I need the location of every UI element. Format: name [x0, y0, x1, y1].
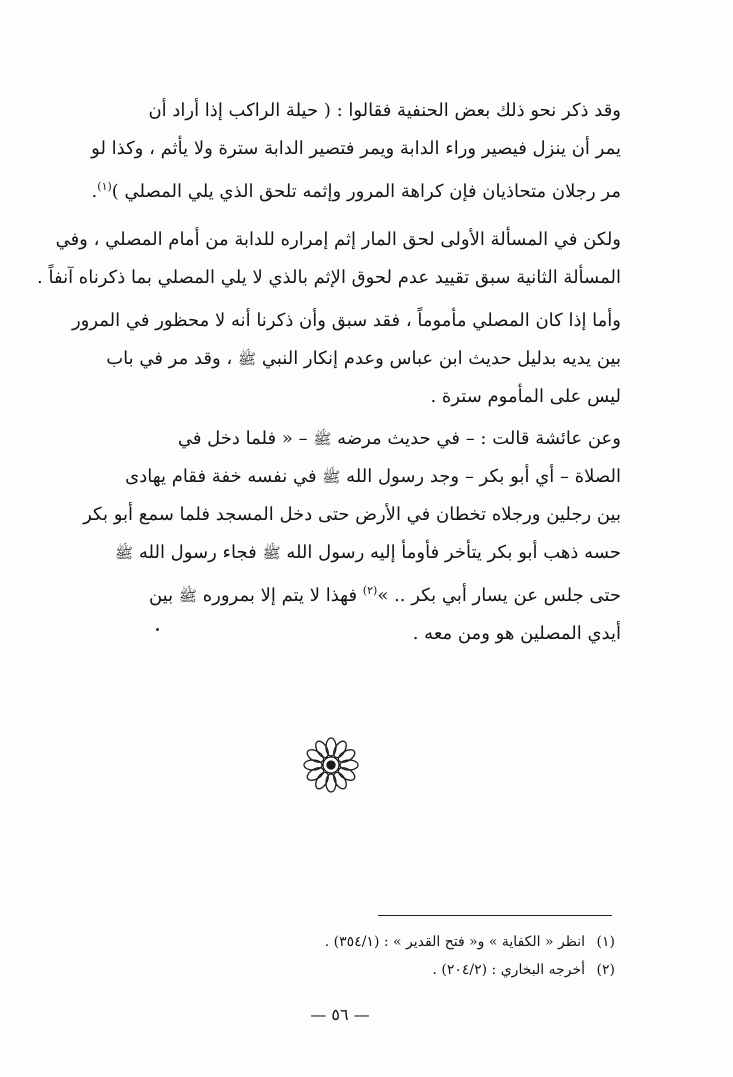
text-segment: – « فلما دخل في: [177, 428, 308, 449]
footnote-number: (٢): [596, 962, 615, 978]
text-segment: بين يديه بدليل حديث ابن عباس وعدم إنكار النبي: [261, 348, 621, 369]
text-line: [111, 420, 621, 458]
text-segment: حسه ذهب أبو بكر يتأخر فأومأ إليه رسول الله: [286, 542, 621, 563]
paragraph-mamum: [71, 302, 621, 416]
paragraph-hanafi-ruling: [91, 92, 621, 211]
salawat-glyph: ﷺ: [262, 544, 281, 562]
text-segment: فجاء رسول الله: [138, 542, 257, 563]
text-segment: مر رجلان متحاذيان فإن كراهة المرور وإثمه تلحق الذي يلي المصلي ): [111, 181, 621, 202]
text-segment: ، وقد مر في باب: [106, 348, 233, 369]
text-line: وأما إذا كان المصلي مأموماً ، فقد سبق وأن ذكرنا أنه لا محظور في المرور: [71, 310, 621, 331]
text-line: [111, 458, 621, 496]
paragraph-first-issue: [37, 221, 621, 297]
footnote-ref-1[interactable]: (١): [97, 180, 112, 193]
salawat-glyph: ﷺ: [322, 468, 341, 486]
text-segment: حتى جلس عن يسار أبي بكر .. »: [377, 585, 621, 606]
footnote-number: (١): [596, 934, 615, 950]
text-segment: وعن عائشة قالت : – في حديث مرضه: [337, 428, 621, 449]
footnote-ref-2[interactable]: (٢): [362, 584, 378, 597]
footnote-divider: [378, 915, 612, 916]
text-line: أيدي المصلين هو ومن معه .: [412, 623, 621, 644]
footnotes: [175, 928, 615, 984]
text-segment: .: [91, 181, 98, 202]
footnote-text: انظر « الكفاية » و« فتح القدير » : (٣٥٤/١) .: [324, 934, 585, 950]
flower-ornament-icon: [302, 736, 360, 794]
salawat-glyph: ﷺ: [114, 544, 134, 562]
text-line: المسألة الثانية سبق تقييد عدم لحوق الإثم بالذي لا يلي المصلي بما ذكرناه آنفاً .: [37, 267, 621, 288]
paragraph-aisha-hadith: [83, 420, 621, 653]
footnote-1: [175, 928, 615, 956]
salawat-glyph: ﷺ: [178, 587, 197, 605]
ink-speck: [156, 628, 159, 631]
text-segment: الصلاة – أي أبو بكر – وجد رسول الله: [346, 466, 621, 487]
salawat-glyph: ﷺ: [237, 350, 257, 368]
footnote-2: [175, 956, 615, 984]
text-line: وقد ذكر نحو ذلك بعض الحنفية فقالوا : ( حيلة الراكب إذا أراد أن: [148, 100, 621, 121]
text-line: [91, 168, 621, 211]
text-segment: في نفسه خفة فقام يهادى: [125, 466, 317, 487]
text-line: ليس على المأموم سترة .: [430, 386, 621, 407]
text-segment: بين: [148, 585, 174, 606]
text-line: بين رجلين ورجلاه تخطان في الأرض حتى دخل المسجد فلما سمع أبو بكر: [83, 504, 621, 525]
text-line: يمر أن ينزل فيصير وراء الدابة ويمر فتصير الدابة سترة ولا يأثم ، وكذا لو: [91, 138, 621, 159]
text-line: [111, 534, 621, 572]
text-line: ولكن في المسألة الأولى لحق المار إثم إمراره للدابة من أمام المصلي ، وفي: [55, 229, 621, 250]
footnote-text: أخرجه البخاري : (٢٠٤/٢) .: [432, 962, 585, 978]
text-segment: فهذا لا يتم إلا بمروره: [202, 585, 358, 606]
text-line: [111, 572, 621, 615]
salawat-glyph: ﷺ: [313, 430, 332, 448]
page-number: — ٥٦ —: [310, 1005, 370, 1024]
text-line: [106, 340, 621, 378]
